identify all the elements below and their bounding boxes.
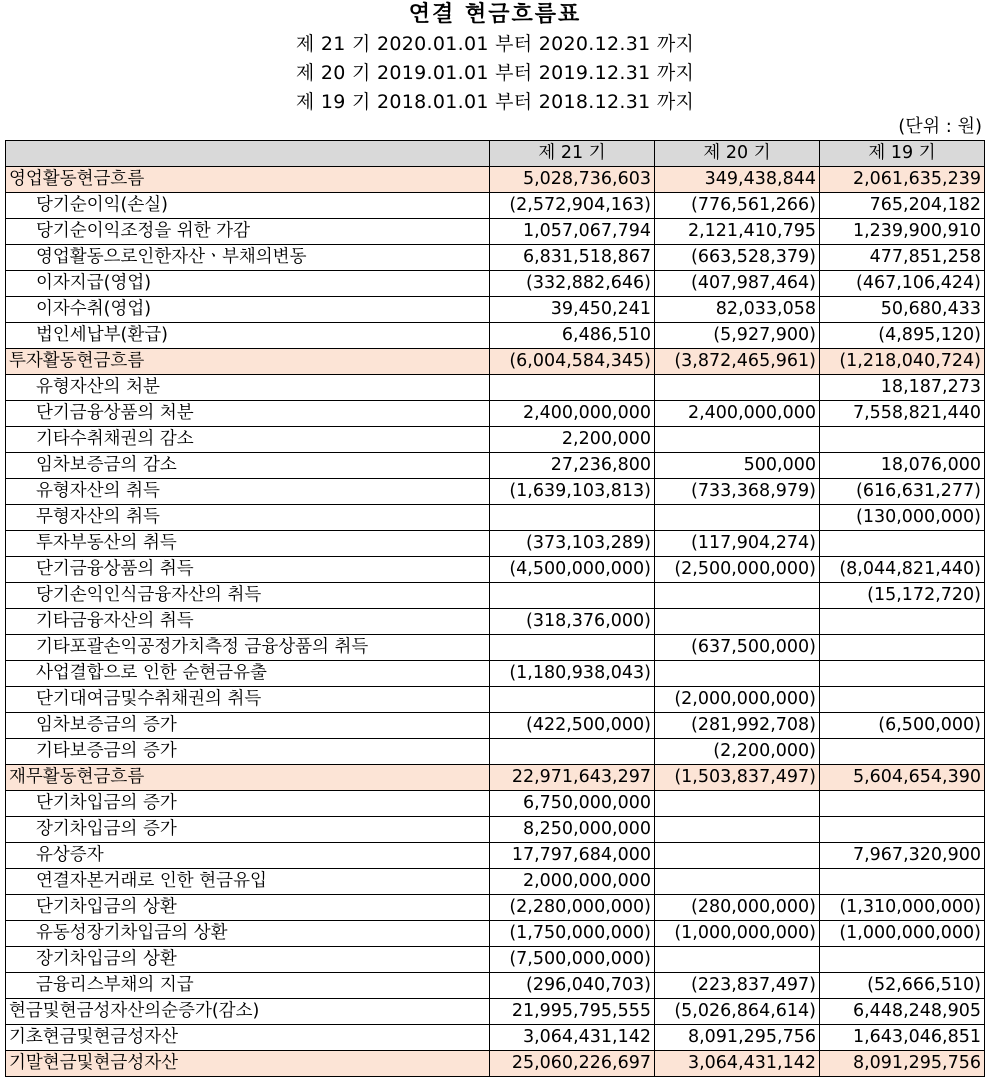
row-value-제20기 [655,375,820,401]
row-value-제19기: 8,091,295,756 [820,1051,985,1077]
row-value-제20기: 3,064,431,142 [655,1051,820,1077]
row-value-제20기: (663,528,379) [655,245,820,271]
row-value-제20기 [655,947,820,973]
row-value-제19기 [820,427,985,453]
row-value-제19기 [820,947,985,973]
row-value-제19기: 765,204,182 [820,193,985,219]
row-value-제20기: (2,500,000,000) [655,557,820,583]
row-value-제20기: (5,927,900) [655,323,820,349]
table-row [6,869,985,895]
row-label: 임차보증금의 감소 [6,453,490,479]
row-value-제20기: (776,561,266) [655,193,820,219]
row-value-제21기: 6,486,510 [490,323,655,349]
period-line-20: 제 20 기 2019.01.01 부터 2019.12.31 까지 [295,62,695,84]
table-row [6,921,985,947]
row-label: 기타포괄손익공정가치측정 금융상품의 취득 [6,635,490,661]
table-row [6,245,985,271]
row-value-제21기: 22,971,643,297 [490,765,655,791]
row-label: 무형자산의 취득 [6,505,490,531]
table-row [6,505,985,531]
column-header-21: 제 21 기 [490,141,655,167]
row-value-제21기: 3,064,431,142 [490,1025,655,1051]
table-row [6,791,985,817]
table-row [6,375,985,401]
row-value-제21기: 1,057,067,794 [490,219,655,245]
row-value-제19기: 1,643,046,851 [820,1025,985,1051]
row-value-제19기 [820,661,985,687]
row-value-제20기: (637,500,000) [655,635,820,661]
row-label: 단기차입금의 상환 [6,895,490,921]
row-label: 단기대여금및수취채권의 취득 [6,687,490,713]
row-value-제21기: 6,831,518,867 [490,245,655,271]
period-line-19: 제 19 기 2018.01.01 부터 2018.12.31 까지 [295,91,695,113]
row-value-제20기 [655,791,820,817]
row-label: 기초현금및현금성자산 [6,1025,490,1051]
row-value-제20기 [655,609,820,635]
row-label: 이자수취(영업) [6,297,490,323]
row-label: 단기차입금의 증가 [6,791,490,817]
row-value-제21기: 25,060,226,697 [490,1051,655,1077]
row-value-제20기: (2,000,000,000) [655,687,820,713]
row-value-제21기: (1,180,938,043) [490,661,655,687]
row-label: 당기순이익조정을 위한 가감 [6,219,490,245]
row-value-제19기: (15,172,720) [820,583,985,609]
row-label: 사업결합으로 인한 순현금유출 [6,661,490,687]
row-value-제19기: (1,310,000,000) [820,895,985,921]
table-row [6,531,985,557]
row-value-제19기: (1,218,040,724) [820,349,985,375]
row-value-제21기: 17,797,684,000 [490,843,655,869]
row-value-제19기: (4,895,120) [820,323,985,349]
row-value-제19기 [820,817,985,843]
row-value-제20기 [655,817,820,843]
row-label: 재무활동현금흐름 [6,765,490,791]
row-value-제19기: (52,666,510) [820,973,985,999]
row-value-제20기 [655,427,820,453]
row-value-제21기: (296,040,703) [490,973,655,999]
table-row [6,713,985,739]
row-value-제21기: 2,000,000,000 [490,869,655,895]
row-label: 기타보증금의 증가 [6,739,490,765]
row-label: 투자활동현금흐름 [6,349,490,375]
table-row [6,297,985,323]
row-value-제20기: (5,026,864,614) [655,999,820,1025]
row-label: 유형자산의 취득 [6,479,490,505]
table-row [6,219,985,245]
row-value-제19기 [820,531,985,557]
row-label: 임차보증금의 증가 [6,713,490,739]
row-label: 유형자산의 처분 [6,375,490,401]
row-label: 이자지급(영업) [6,271,490,297]
row-value-제19기: (467,106,424) [820,271,985,297]
row-value-제21기: 39,450,241 [490,297,655,323]
row-label: 영업활동으로인한자산ㆍ부채의변동 [6,245,490,271]
cash-flow-table [5,140,985,1077]
row-value-제20기: (407,987,464) [655,271,820,297]
row-label: 당기손익인식금융자산의 취득 [6,583,490,609]
table-header-row [6,141,985,167]
row-value-제19기: (8,044,821,440) [820,557,985,583]
table-row [6,609,985,635]
row-label: 기타수취채권의 감소 [6,427,490,453]
row-value-제19기: 18,187,273 [820,375,985,401]
row-label: 장기차입금의 상환 [6,947,490,973]
unit-label: (단위 : 원) [898,116,982,137]
row-value-제21기: (422,500,000) [490,713,655,739]
row-value-제20기: (3,872,465,961) [655,349,820,375]
row-value-제21기: (6,004,584,345) [490,349,655,375]
row-value-제21기: 5,028,736,603 [490,167,655,193]
row-value-제19기: 1,239,900,910 [820,219,985,245]
row-value-제21기 [490,635,655,661]
row-value-제20기: (1,503,837,497) [655,765,820,791]
row-label: 유동성장기차입금의 상환 [6,921,490,947]
table-row [6,193,985,219]
row-value-제19기 [820,635,985,661]
table-row [6,323,985,349]
row-value-제21기: 6,750,000,000 [490,791,655,817]
table-row [6,999,985,1025]
row-value-제21기 [490,375,655,401]
table-row [6,453,985,479]
table-row [6,583,985,609]
row-value-제21기: (7,500,000,000) [490,947,655,973]
row-value-제19기: 6,448,248,905 [820,999,985,1025]
row-label: 기말현금및현금성자산 [6,1051,490,1077]
row-value-제19기: 7,967,320,900 [820,843,985,869]
table-row [6,1051,985,1077]
row-value-제19기: (6,500,000) [820,713,985,739]
row-label: 법인세납부(환급) [6,323,490,349]
row-value-제20기: (733,368,979) [655,479,820,505]
row-label: 투자부동산의 취득 [6,531,490,557]
column-header-19: 제 19 기 [820,141,985,167]
row-label: 금융리스부채의 지급 [6,973,490,999]
row-value-제21기 [490,583,655,609]
row-value-제20기 [655,869,820,895]
row-value-제19기: 18,076,000 [820,453,985,479]
row-value-제19기 [820,609,985,635]
table-row [6,765,985,791]
row-value-제21기: 8,250,000,000 [490,817,655,843]
row-value-제19기 [820,791,985,817]
table-row [6,687,985,713]
row-value-제21기: (2,572,904,163) [490,193,655,219]
row-label: 유상증자 [6,843,490,869]
row-value-제20기: (223,837,497) [655,973,820,999]
row-value-제21기: 27,236,800 [490,453,655,479]
row-value-제21기: (373,103,289) [490,531,655,557]
row-value-제20기: (280,000,000) [655,895,820,921]
row-value-제20기: (2,200,000) [655,739,820,765]
row-value-제20기: 2,400,000,000 [655,401,820,427]
row-value-제19기: (130,000,000) [820,505,985,531]
table-row [6,427,985,453]
row-label: 영업활동현금흐름 [6,167,490,193]
table-row [6,349,985,375]
row-value-제20기 [655,583,820,609]
row-value-제21기 [490,687,655,713]
row-value-제21기: (318,376,000) [490,609,655,635]
table-row [6,635,985,661]
row-label: 연결자본거래로 인한 현금유입 [6,869,490,895]
table-row [6,947,985,973]
table-row [6,895,985,921]
row-value-제20기 [655,843,820,869]
row-value-제19기 [820,869,985,895]
period-line-21: 제 21 기 2020.01.01 부터 2020.12.31 까지 [295,33,695,55]
row-value-제21기: (1,750,000,000) [490,921,655,947]
row-label: 장기차입금의 증가 [6,817,490,843]
statement-title: 연결 현금흐름표 [408,2,582,27]
table-row [6,479,985,505]
row-label: 기타금융자산의 취득 [6,609,490,635]
row-value-제21기: 2,200,000 [490,427,655,453]
row-value-제21기: (2,280,000,000) [490,895,655,921]
row-value-제20기: (117,904,274) [655,531,820,557]
statement-header [0,0,990,117]
table-row [6,843,985,869]
row-label: 당기순이익(손실) [6,193,490,219]
table-row [6,167,985,193]
row-value-제20기: 8,091,295,756 [655,1025,820,1051]
table-row [6,401,985,427]
row-label: 단기금융상품의 처분 [6,401,490,427]
table-row [6,661,985,687]
row-value-제21기: (1,639,103,813) [490,479,655,505]
row-value-제20기 [655,505,820,531]
row-value-제21기 [490,505,655,531]
table-row [6,557,985,583]
table-body [6,167,985,1077]
row-value-제19기 [820,687,985,713]
row-value-제21기: (332,882,646) [490,271,655,297]
row-value-제21기: 2,400,000,000 [490,401,655,427]
table-row [6,817,985,843]
column-header-20: 제 20 기 [655,141,820,167]
row-value-제19기: (616,631,277) [820,479,985,505]
row-value-제20기 [655,661,820,687]
row-value-제19기: (1,000,000,000) [820,921,985,947]
table-row [6,271,985,297]
row-value-제19기: 477,851,258 [820,245,985,271]
row-value-제19기: 50,680,433 [820,297,985,323]
row-value-제21기: 21,995,795,555 [490,999,655,1025]
row-value-제19기 [820,739,985,765]
row-value-제20기: 2,121,410,795 [655,219,820,245]
row-value-제19기: 2,061,635,239 [820,167,985,193]
row-value-제20기: 82,033,058 [655,297,820,323]
table-row [6,973,985,999]
row-value-제21기 [490,739,655,765]
row-value-제21기: (4,500,000,000) [490,557,655,583]
row-value-제19기: 5,604,654,390 [820,765,985,791]
row-value-제20기: (281,992,708) [655,713,820,739]
row-label: 현금및현금성자산의순증가(감소) [6,999,490,1025]
row-label: 단기금융상품의 취득 [6,557,490,583]
header-blank-cell [6,141,490,167]
table-row [6,1025,985,1051]
row-value-제20기: 349,438,844 [655,167,820,193]
row-value-제20기: 500,000 [655,453,820,479]
table-row [6,739,985,765]
row-value-제19기: 7,558,821,440 [820,401,985,427]
row-value-제20기: (1,000,000,000) [655,921,820,947]
